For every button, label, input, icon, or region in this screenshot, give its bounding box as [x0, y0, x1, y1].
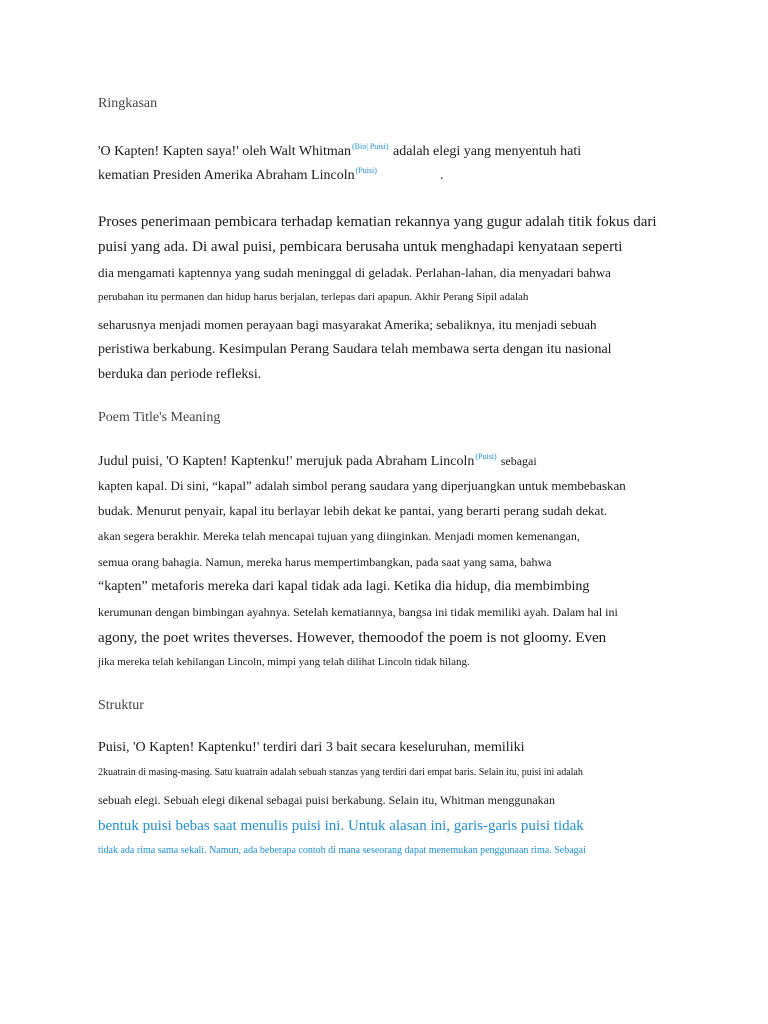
heading-meaning: Poem Title's Meaning — [98, 410, 221, 425]
summary-paragraph-line: Proses penerimaan pembicara terhadap kematian rekannya yang gugur adalah titik fokus dari — [98, 214, 657, 230]
structure-paragraph-line: tidak ada rima sama sekali. Namun, ada beberapa contoh di mana seseorang dapat menemukan penggunaan rima. Sebagai — [98, 845, 586, 856]
structure-paragraph-line: Puisi, 'O Kapten! Kaptenku!' terdiri dari 3 bait secara keseluruhan, memiliki — [98, 740, 525, 755]
meaning-text: Judul puisi, 'O Kapten! Kaptenku!' merujuk pada Abraham Lincoln — [98, 454, 475, 469]
summary-intro-line-1 — [98, 142, 581, 160]
summary-paragraph-line: peristiwa berkabung. Kesimpulan Perang Saudara telah membawa serta dengan itu nasional — [98, 342, 612, 357]
bio-poem-link[interactable]: (Bio| Puisi) — [352, 142, 389, 151]
meaning-text: sebagai — [497, 454, 537, 468]
structure-paragraph-line: sebuah elegi. Sebuah elegi dikenal sebagai puisi berkabung. Selain itu, Whitman menggunakan — [98, 793, 555, 807]
summary-paragraph-line: perubahan itu permanen dan hidup harus berjalan, terlepas dari apapun. Akhir Perang Sipil adalah — [98, 291, 529, 303]
meaning-paragraph-line: “kapten” metaforis mereka dari kapal tidak ada lagi. Ketika dia hidup, dia membimbing — [98, 579, 590, 594]
poem-link[interactable]: (Puisi) — [475, 452, 497, 461]
summary-paragraph-line: puisi yang ada. Di awal puisi, pembicara berusaha untuk menghadapi kenyataan seperti — [98, 239, 623, 255]
summary-paragraph-line: berduka dan periode refleksi. — [98, 367, 262, 382]
intro-text: . — [439, 168, 444, 183]
heading-summary: Ringkasan — [98, 96, 158, 111]
meaning-paragraph-line: budak. Menurut penyair, kapal itu berlayar lebih dekat ke pantai, yang berarti perang sudah dekat. — [98, 503, 608, 518]
meaning-paragraph-line: akan segera berakhir. Mereka telah mencapai tujuan yang diinginkan. Menjadi momen kemenangan, — [98, 529, 580, 543]
heading-structure: Struktur — [98, 698, 144, 713]
intro-text: 'O Kapten! Kapten saya!' oleh Walt Whitman — [98, 144, 351, 159]
meaning-paragraph-line: jika mereka telah kehilangan Lincoln, mimpi yang telah dilihat Lincoln tidak hilang. — [98, 656, 470, 668]
meaning-paragraph-line: agony, the poet writes theverses. However, themoodof the poem is not gloomy. Even — [98, 630, 607, 646]
summary-paragraph-line: dia mengamati kaptennya yang sudah meninggal di geladak. Perlahan-lahan, dia menyadari bahwa — [98, 265, 611, 280]
summary-paragraph-line: seharusnya menjadi momen perayaan bagi masyarakat Amerika; sebaliknya, itu menjadi sebuah — [98, 317, 597, 332]
meaning-paragraph-line: kerumunan dengan bimbingan ayahnya. Setelah kematiannya, bangsa ini tidak memiliki ayah. Dalam hal ini — [98, 605, 618, 619]
poem-link[interactable]: (Puisi) — [355, 166, 377, 175]
structure-paragraph-line: bentuk puisi bebas saat menulis puisi ini. Untuk alasan ini, garis-garis puisi tidak — [98, 818, 584, 834]
intro-text: adalah elegi yang menyentuh hati — [389, 144, 582, 159]
meaning-line-1 — [98, 452, 537, 470]
meaning-paragraph-line: kapten kapal. Di sini, “kapal” adalah simbol perang saudara yang diperjuangkan untuk membebaskan — [98, 478, 626, 493]
meaning-paragraph-line: semua orang bahagia. Namun, mereka harus mempertimbangkan, pada saat yang sama, bahwa — [98, 555, 552, 569]
intro-text: kematian Presiden Amerika Abraham Lincoln — [98, 168, 355, 183]
structure-paragraph-line: 2kuatrain di masing-masing. Satu kuatrain adalah sebuah stanzas yang terdiri dari empat baris. Selain itu, puisi ini adalah — [98, 767, 583, 778]
summary-intro-line-2 — [98, 166, 443, 184]
